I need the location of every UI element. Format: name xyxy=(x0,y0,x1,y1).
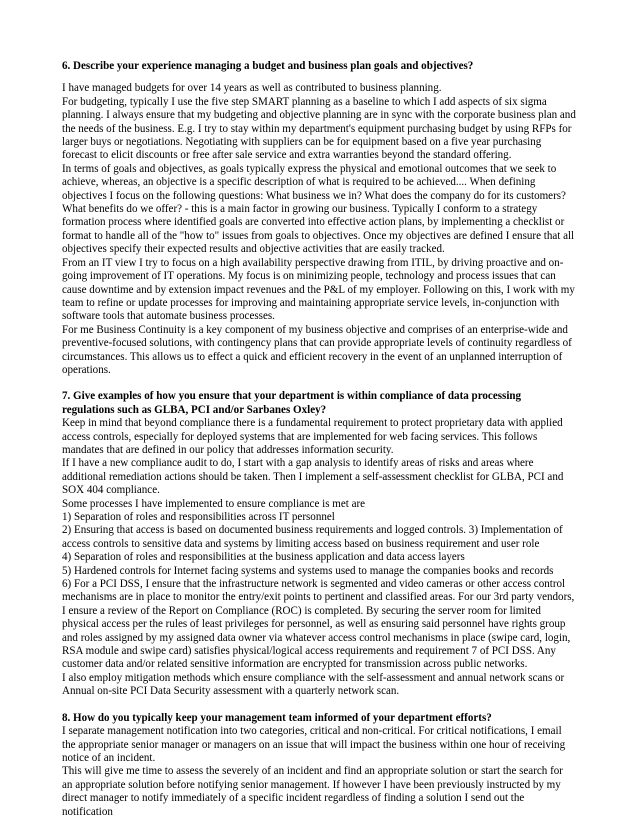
paragraph: I separate management notification into two categories, critical and non-critical. For critical notifications, I email the appropriate senior manager or managers on an issue that will impact the business within one hour of receiving notice of an incident. xyxy=(62,725,566,764)
list-item: 1) Separation of roles and responsibilities across IT personnel xyxy=(62,511,335,523)
list-item: 4) Separation of roles and responsibilities at the business application and data access layers xyxy=(62,551,465,564)
paragraph: If I have a new compliance audit to do, I start with a gap analysis to identify areas of risks and areas where additional remediation actions should be taken. Then I implement a self-assessment checklist for GLBA, PCI and SOX 404 compliance. xyxy=(62,457,564,497)
section-question-7 xyxy=(62,390,576,698)
question-heading: 8. How do you typically keep your management team informed of your department efforts? xyxy=(62,711,492,724)
paragraph: In terms of goals and objectives, as goals typically express the physical and emotional outcomes that we seek to achieve, whereas, an objective is a specific description of what is required to be achieved.... When defining objectives I focus on the following questions: What business we in? What does the company do for its customers? What benefits do we offer? - this is a main factor in growing our business. Typically I conform to a strategy formation process where identified goals are converted into effective action plans, by implementing a checklist or format to handle all of the "how to" issues from goals to objectives. Once my objectives are defined I ensure that all objectives specify their expected results and objective activities that are easily tracked. xyxy=(62,162,575,256)
question-heading: 6. Describe your experience managing a budget and business plan goals and objectives? xyxy=(62,60,474,72)
paragraph: For budgeting, typically I use the five step SMART planning as a baseline to which I add aspects of six sigma planning. I always ensure that my budgeting and objective planning are in sync with the corporate business plan and the needs of the business. E.g. I try to stay within my department's equipment purchasing budget by using RFPs for larger buys or negotiations. Negotiating with suppliers can be for equipment based on a five year purchasing forecast to elicit discounts or free after sale service and extra warranties beyond the standard offering. xyxy=(62,95,576,162)
list-item: 5) Hardened controls for Internet facing systems and systems used to manage the companies books and records xyxy=(62,564,554,577)
list-item: 6) For a PCI DSS, I ensure that the infrastructure network is segmented and video cameras or other access control mechanisms are in place to monitor the entry/exit points to pertinent and classified areas. For our 3rd party vendors, I ensure a review of the Report on Compliance (ROC) is completed. By securing the server room for limited physical access per the rules of least privileges for personnel, as well as ensuring said personnel have rights group and roles assigned by my assigned data owner via whatever access control mechanisms in place (swipe card, login, RSA module and swipe card) satisfies physical/logical access requirements and requirement 7 of PCI DSS. Any customer data and/or related sensitive information are encrypted for transmission across public networks. xyxy=(62,578,575,671)
paragraph: This will give me time to assess the severely of an incident and find an appropriate solution or start the search for an appropriate solution before notifying senior management. If however I have been previously instructed by my direct manager to notify immediately of a specific incident regardless of finding a solution I send out the notification xyxy=(62,765,563,818)
question-heading: 7. Give examples of how you ensure that your department is within compliance of data processing regulations such as GLBA, PCI and/or Sarbanes Oxley? xyxy=(62,390,522,416)
paragraph: Some processes I have implemented to ensure compliance is met are xyxy=(62,497,366,510)
paragraph: For me Business Continuity is a key component of my business objective and comprises of an enterprise-wide and preventive-focused solutions, with contingency plans that can provide appropriate levels of continuity regardless of circumstances. This allows us to effect a quick and efficient recovery in the event of an unplanned interruption of operations. xyxy=(62,323,572,376)
paragraph: I also employ mitigation methods which ensure compliance with the self-assessment and annual network scans or Annual on-site PCI Data Security assessment with a quarterly network scan. xyxy=(62,671,565,698)
section-question-6 xyxy=(62,60,576,377)
list-item: 2) Ensuring that access is based on documented business requirements and logged controls. 3) Implementation of access controls to sensitive data and systems by limiting access based on business requirement and user role xyxy=(62,524,563,550)
section-question-8 xyxy=(62,712,576,819)
paragraph: From an IT view I try to focus on a high availability perspective drawing from ITIL, by driving proactive and on-going improvement of IT operations. My focus is on minimizing people, technology and process issues that can cause downtime and by extension impact revenues and the P&L of my employer. Following on this, I work with my team to refine or update processes for improving and maintaining appropriate service levels, in-conjunction with software tools that automate business processes. xyxy=(62,256,575,323)
paragraph: Keep in mind that beyond compliance there is a fundamental requirement to protect proprietary data with applied access controls, especially for deployed systems that are implemented for web facing services. This follows mandates that are defined in our policy that addresses information security. xyxy=(62,417,563,456)
paragraph: I have managed budgets for over 14 years as well as contributed to business planning. xyxy=(62,82,442,95)
